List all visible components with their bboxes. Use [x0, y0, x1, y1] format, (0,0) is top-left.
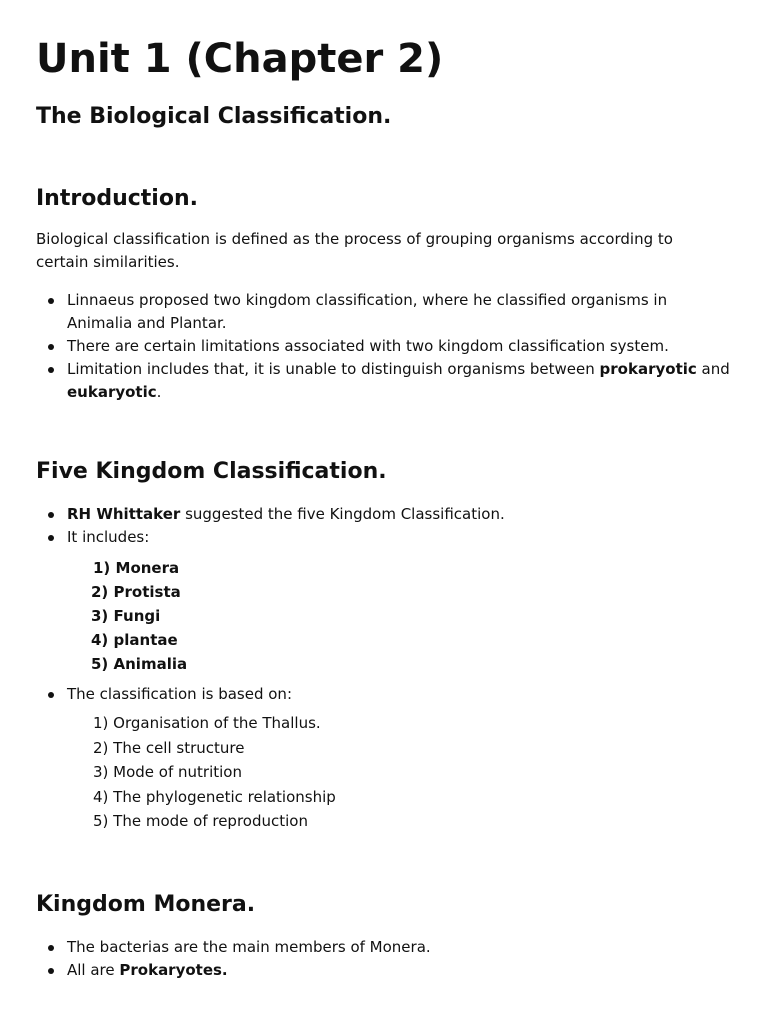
list-item: 3) Fungi — [91, 607, 161, 625]
bold-term-prokaryotes: Prokaryotes. — [119, 961, 228, 979]
list-item: 3) Mode of nutrition — [93, 763, 242, 782]
kingdom-monera-heading: Kingdom Monera. — [36, 892, 256, 917]
classification-basis-bullet — [36, 683, 736, 706]
list-item: 5) The mode of reproduction — [93, 812, 308, 831]
list-item — [36, 936, 736, 959]
bullet-text: It includes: — [67, 528, 150, 546]
list-item — [36, 335, 736, 358]
introduction-paragraph: Biological classification is defined as the process of grouping organisms according to certain similarities. — [36, 230, 673, 271]
page-subtitle: The Biological Classification. — [36, 104, 392, 129]
kingdom-list — [91, 556, 187, 676]
bullet-text: Limitation includes that, it is unable to distinguish organisms between — [67, 360, 600, 378]
list-item — [36, 358, 736, 404]
bold-term-prokaryotic: prokaryotic — [599, 360, 697, 378]
list-item: 5) Animalia — [91, 655, 188, 673]
bullet-text: and — [696, 360, 730, 378]
bullet-text: All are — [67, 961, 120, 979]
classification-basis-list — [93, 711, 336, 834]
bullet-text: There are certain limitations associated with two kingdom classification system. — [67, 337, 669, 355]
list-item: 1) Monera — [93, 559, 180, 577]
bullet-text: suggested the five Kingdom Classification. — [180, 505, 505, 523]
bullet-text: . — [156, 383, 162, 401]
introduction-heading: Introduction. — [36, 186, 198, 211]
list-item — [36, 683, 736, 706]
page-title: Unit 1 (Chapter 2) — [36, 36, 444, 82]
bullet-text: The classification is based on: — [67, 685, 292, 703]
list-item: 4) plantae — [91, 631, 178, 649]
list-item — [36, 503, 736, 526]
five-kingdom-bullet-list — [36, 503, 736, 549]
bold-term-eukaryotic: eukaryotic — [67, 383, 157, 401]
bullet-text: Linnaeus proposed two kingdom classification, where he classified organisms in Animalia and Plantar. — [67, 291, 668, 332]
list-item — [36, 289, 736, 335]
introduction-bullet-list — [36, 289, 736, 404]
list-item — [36, 526, 736, 549]
list-item: 2) Protista — [91, 583, 181, 601]
bullet-text: The bacterias are the main members of Monera. — [67, 938, 431, 956]
list-item: 2) The cell structure — [93, 738, 245, 757]
bold-term-whittaker: RH Whittaker — [67, 505, 181, 523]
list-item: 1) Organisation of the Thallus. — [93, 714, 321, 732]
list-item: 4) The phylogenetic relationship — [93, 787, 336, 806]
list-item — [36, 959, 736, 982]
five-kingdom-heading: Five Kingdom Classification. — [36, 459, 387, 484]
monera-bullet-list — [36, 936, 736, 982]
